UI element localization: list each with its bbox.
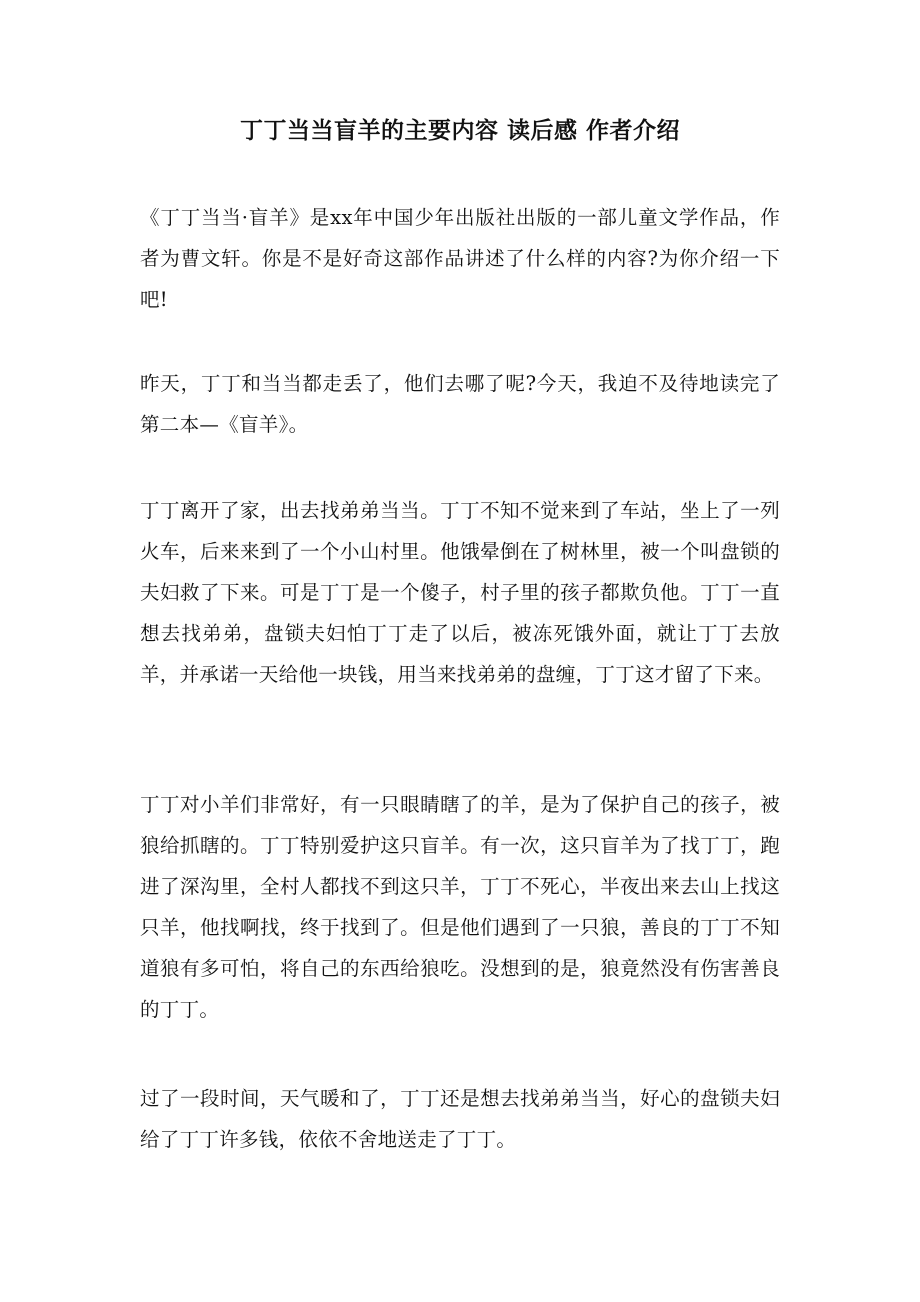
paragraph-story-start: 丁丁离开了家，出去找弟弟当当。丁丁不知不觉来到了车站，坐上了一列火车，后来来到了一个小山村里。他饿晕倒在了树林里，被一个叫盘锁的夫妇救了下来。可是丁丁是一个傻子，村子里的孩子都欺负他。丁丁一直想去找弟弟，盘锁夫妇怕丁丁走了以后，被冻死饿外面，就让丁丁去放羊，并承诺一天给他一块钱，用当来找弟弟的盘缠，丁丁这才留了下来。 (140, 499, 780, 686)
paragraph-intro: 《丁丁当当·盲羊》是xx年中国少年出版社出版的一部儿童文学作品，作者为曹文轩。你是不是好奇这部作品讲述了什么样的内容?为你介绍一下吧! (140, 206, 780, 311)
paragraph-blind-sheep: 丁丁对小羊们非常好，有一只眼睛瞎了的羊，是为了保护自己的孩子，被狼给抓瞎的。丁丁特别爱护这只盲羊。有一次，这只盲羊为了找丁丁，跑进了深沟里，全村人都找不到这只羊，丁丁不死心，半夜出来去山上找这只羊，他找啊找，终于找到了。但是他们遇到了一只狼，善良的丁丁不知道狼有多可怕，将自己的东西给狼吃。没想到的是，狼竟然没有伤害善良的丁丁。 (140, 793, 780, 1021)
document-title: 丁丁当当盲羊的主要内容 读后感 作者介绍 (239, 117, 680, 144)
paragraph-farewell: 过了一段时间，天气暖和了，丁丁还是想去找弟弟当当，好心的盘锁夫妇给了丁丁许多钱，依依不舍地送走了丁丁。 (140, 1087, 780, 1151)
paragraph-yesterday: 昨天，丁丁和当当都走丢了，他们去哪了呢?今天，我迫不及待地读完了第二本—《盲羊》。 (140, 372, 780, 436)
